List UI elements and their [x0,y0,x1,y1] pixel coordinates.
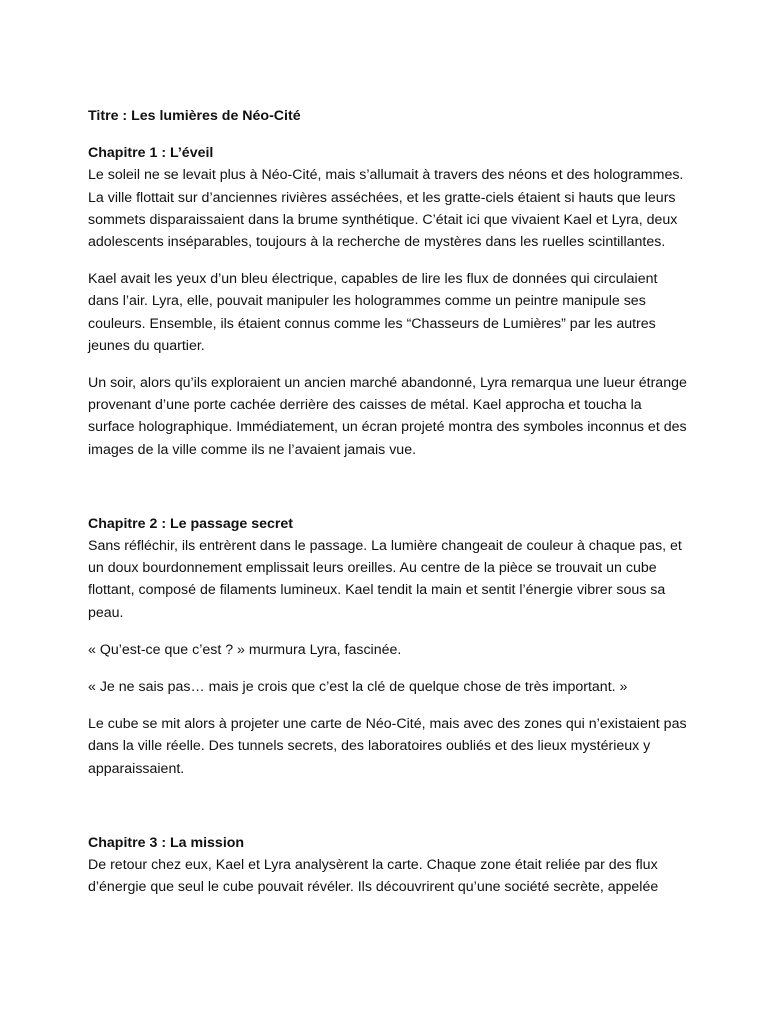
chapter-heading: Chapitre 3 : La mission [88,834,245,851]
chapter-2 [88,513,688,780]
chapter-heading: Chapitre 2 : Le passage secret [88,515,294,532]
chapter-spacer [88,476,688,513]
chapter-spacer [88,795,688,832]
paragraph: « Je ne sais pas… mais je crois que c’est la clé de quelque chose de très important. » [88,679,628,696]
chapter-1 [88,142,688,461]
paragraph: Le cube se mit alors à projeter une carte de Néo-Cité, mais avec des zones qui n’existaient pas dans la ville réelle. Des tunnels secrets, des laboratoires oubliés et des lieux mystérieux y apparaissaient. [88,716,687,777]
paragraph: « Qu’est-ce que c’est ? » murmura Lyra, fascinée. [88,641,402,658]
document-page [88,105,688,913]
paragraph: Le soleil ne se levait plus à Néo-Cité, mais s’allumait à travers des néons et des hologrammes. La ville flottait sur d’anciennes rivières asséchées, et les gratte-ciels étaient si hauts que leurs sommets disparaissaient dans la brume synthétique. C’était ici que vivaient Kael et Lyra, deux adolescents inséparables, toujours à la recherche de mystères dans les ruelles scintillantes. [88,167,684,251]
chapter-heading: Chapitre 1 : L’éveil [88,145,214,162]
paragraph: Sans réfléchir, ils entrèrent dans le passage. La lumière changeait de couleur à chaque pas, et un doux bourdonnement emplissait leurs oreilles. Au centre de la pièce se trouvait un cube flottant, composé de filaments lumineux. Kael tendit la main et sentit l’énergie vibrer sous sa peau. [88,538,682,621]
paragraph: Kael avait les yeux d’un bleu électrique, capables de lire les flux de données qui circulaient dans l’air. Lyra, elle, pouvait manipuler les hologrammes comme un peintre manipule ses couleurs. Ensemble, ils étaient connus comme les “Chasseurs de Lumières” par les autres jeunes du quartier. [88,271,658,354]
paragraph: De retour chez eux, Kael et Lyra analysèrent la carte. Chaque zone était reliée par des flux d’énergie que seul le cube pouvait révéler. Ils découvrirent qu’une société secrète, appelée [88,857,659,896]
document-title: Titre : Les lumières de Néo-Cité [88,108,301,124]
chapter-3 [88,832,688,899]
paragraph: Un soir, alors qu’ils exploraient un ancien marché abandonné, Lyra remarqua une lueur étrange provenant d’une porte cachée derrière des caisses de métal. Kael approcha et toucha la surface holographique. Immédiatement, un écran projeté montra des symboles inconnus et des images de la ville comme ils ne l’avaient jamais vue. [88,375,687,458]
